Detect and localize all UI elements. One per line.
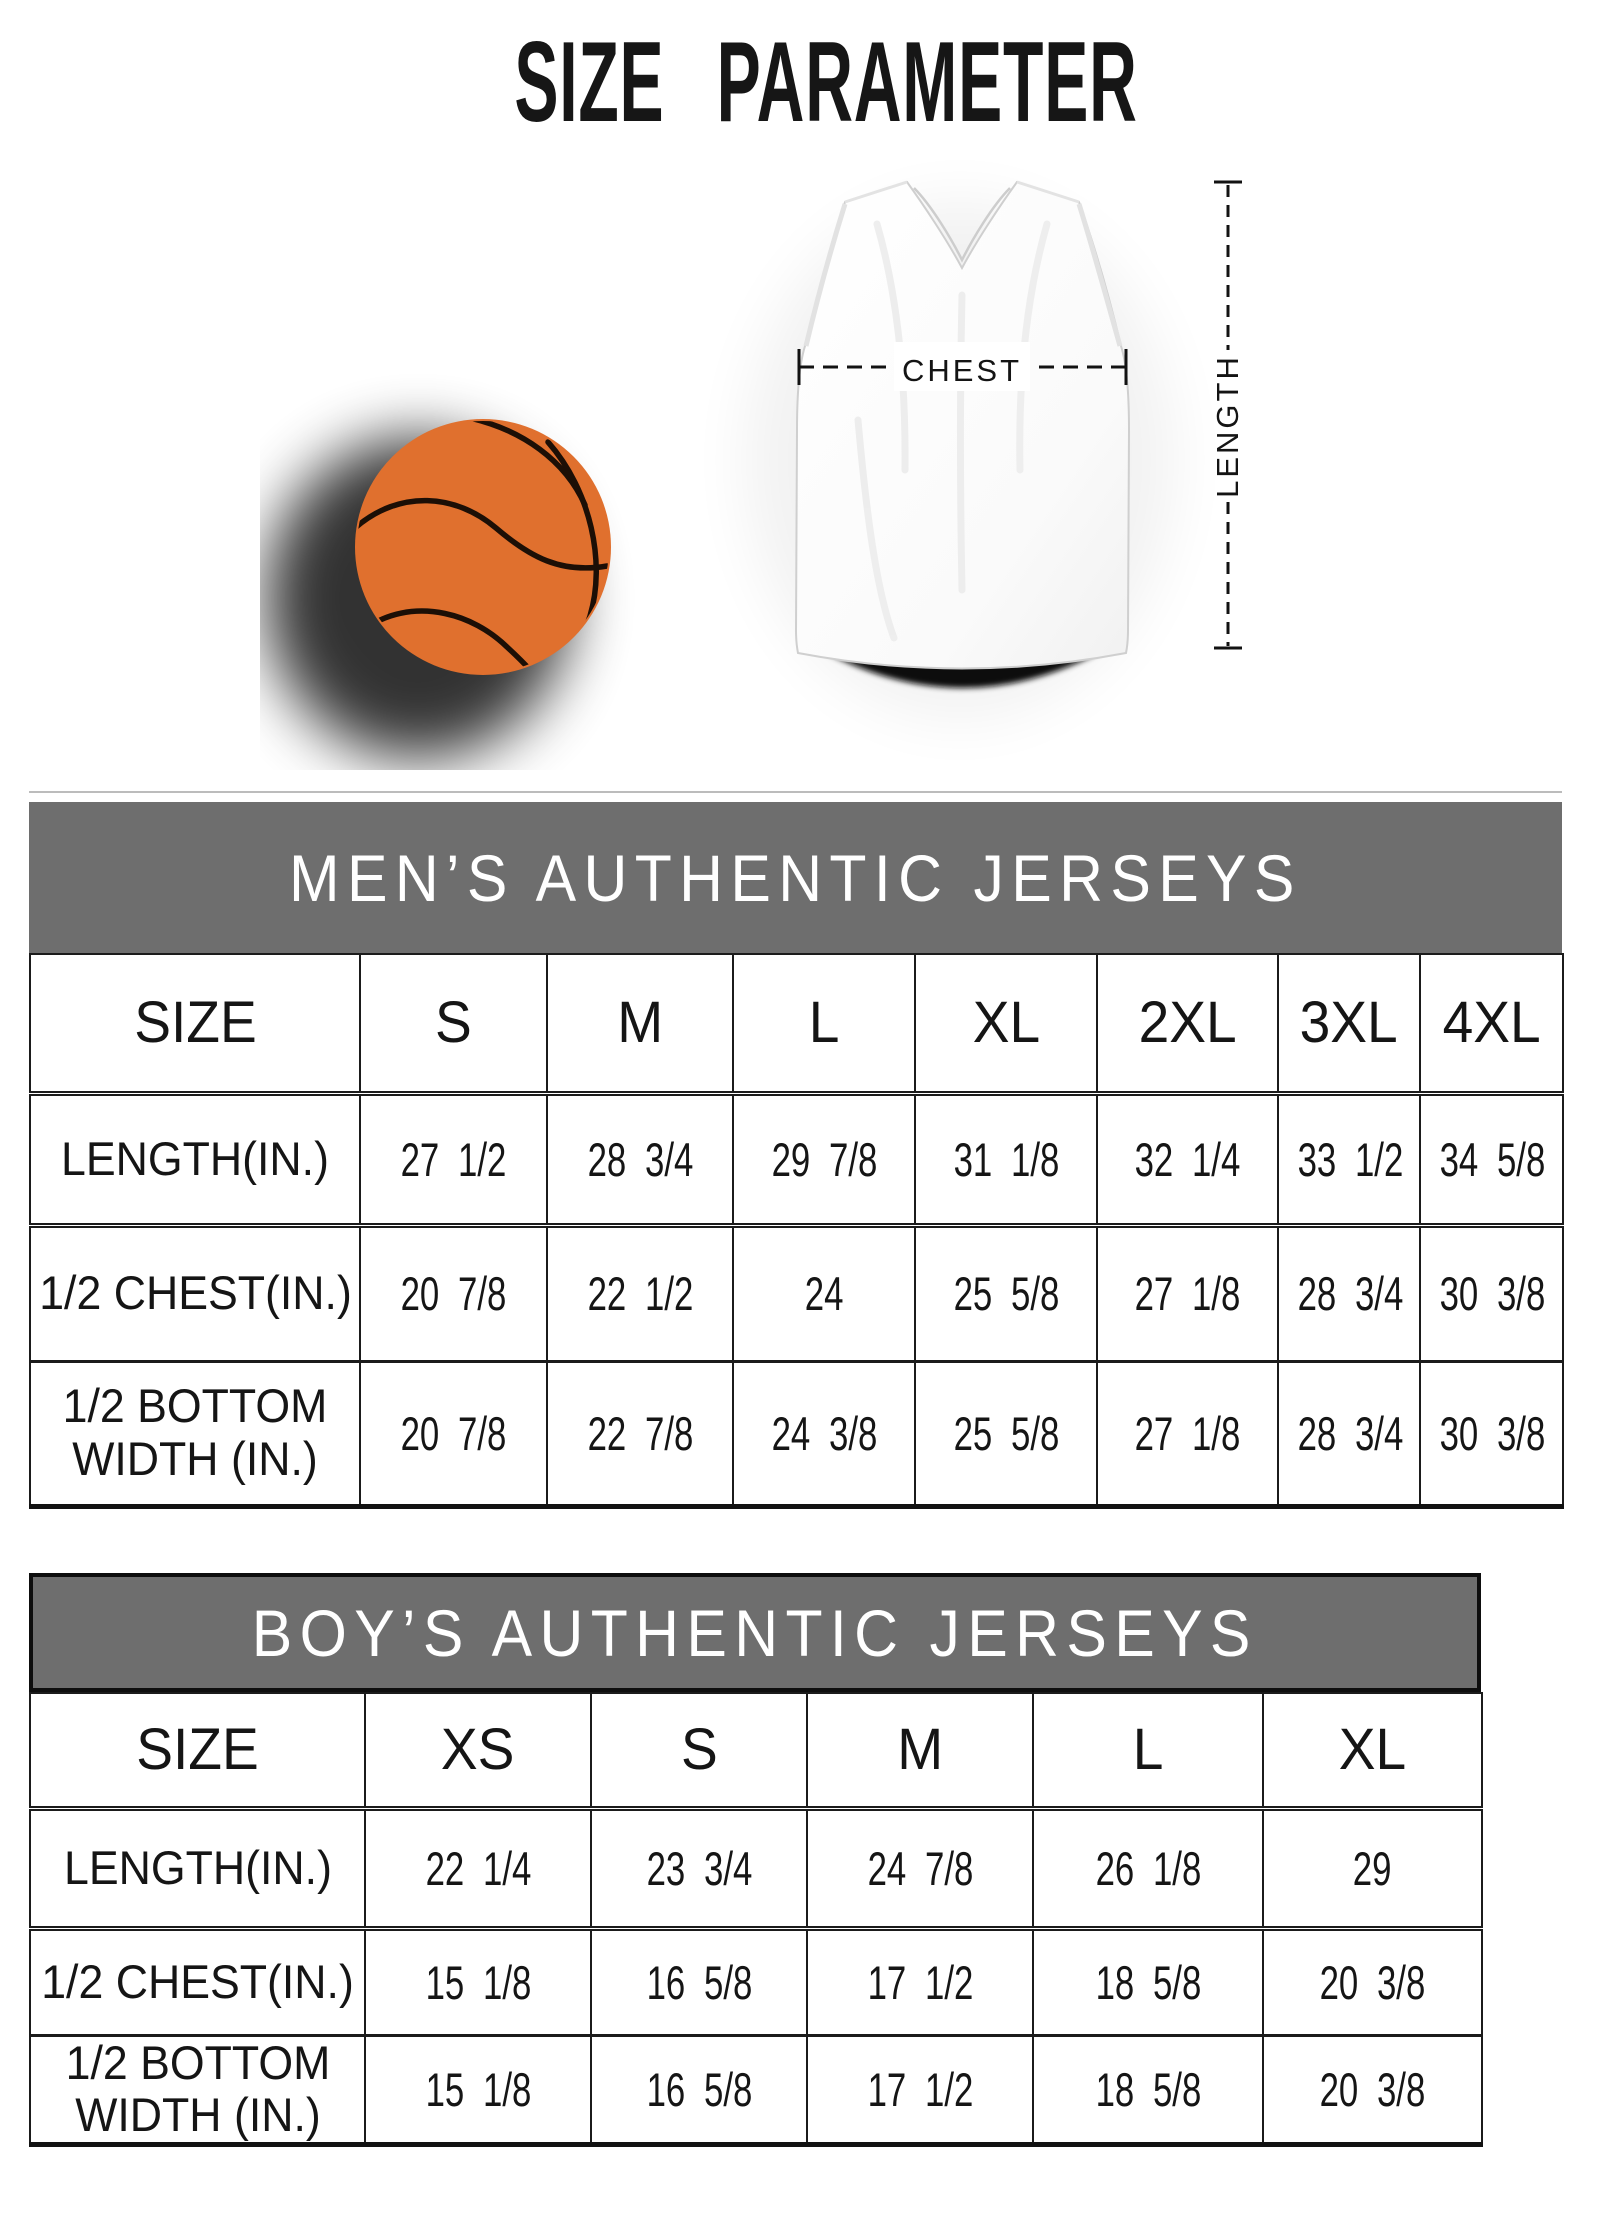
value-cell [365, 2035, 591, 2144]
cell-text: M [617, 990, 663, 1056]
value-cell [547, 1225, 733, 1361]
value-cell [1278, 1225, 1420, 1361]
value-cell [1420, 1093, 1563, 1225]
table-row-half-bottom-width [30, 2035, 1482, 2144]
cell-text: 20 3/8 [1319, 1955, 1426, 2009]
cell-text: 26 1/8 [1095, 1841, 1201, 1895]
value-cell [915, 1361, 1097, 1506]
cell-text: 28 3/4 [587, 1132, 693, 1186]
value-cell [733, 1361, 915, 1506]
row-label-cell [30, 1225, 360, 1361]
value-cell [1420, 1225, 1563, 1361]
row-label-cell [30, 1928, 365, 2035]
cell-text: 27 1/8 [1134, 1406, 1241, 1460]
cell-text: 3XL [1299, 990, 1399, 1056]
size-cell [1263, 1693, 1482, 1808]
cell-text: 23 3/4 [646, 1841, 752, 1895]
value-cell [807, 1928, 1033, 2035]
size-cell [1420, 954, 1563, 1093]
size-header-cell [30, 1693, 365, 1808]
value-cell [360, 1225, 547, 1361]
table-row-sizes [30, 954, 1563, 1093]
table-row-length [30, 1808, 1482, 1928]
value-cell [591, 1928, 807, 2035]
row-label-cell [30, 1093, 360, 1225]
value-cell [1033, 1808, 1263, 1928]
size-cell [365, 1693, 591, 1808]
value-cell [1097, 1093, 1278, 1225]
cell-text: 27 1/2 [400, 1132, 507, 1186]
cell-text: 28 3/4 [1297, 1406, 1404, 1460]
cell-text: SIZE [133, 990, 257, 1056]
cell-text: 30 3/8 [1439, 1267, 1546, 1320]
value-cell [1033, 1928, 1263, 2035]
value-cell [1097, 1361, 1278, 1506]
size-cell [1097, 954, 1278, 1093]
cell-text: 24 7/8 [867, 1841, 973, 1895]
size-cell [360, 954, 547, 1093]
cell-text: 2XL [1138, 990, 1237, 1056]
boys-size-table [29, 1573, 1481, 2147]
cell-text: SIZE [136, 1717, 259, 1783]
size-cell [591, 1693, 807, 1808]
value-cell [360, 1093, 547, 1225]
cell-text: XS [441, 1717, 515, 1783]
cell-text: 24 3/8 [771, 1406, 877, 1460]
value-cell [1278, 1093, 1420, 1225]
cell-text: 25 5/8 [953, 1267, 1059, 1320]
table-row-length [30, 1093, 1563, 1225]
value-cell [1420, 1361, 1563, 1506]
table-row-half-chest [30, 1225, 1563, 1361]
size-cell [915, 954, 1097, 1093]
size-cell [807, 1693, 1033, 1808]
boys-table-title-band [29, 1573, 1481, 1692]
cell-text: 15 1/8 [425, 1955, 531, 2009]
cell-text: M [897, 1717, 943, 1783]
page-title: SIZE PARAMETER [514, 19, 1138, 146]
cell-text: 29 7/8 [771, 1132, 877, 1186]
cell-text: XL [972, 990, 1040, 1056]
cell-text: 24 [804, 1267, 844, 1320]
cell-text: 22 7/8 [587, 1406, 693, 1460]
divider-line [29, 791, 1562, 793]
cell-text: 20 7/8 [400, 1267, 507, 1320]
cell-text: L [1132, 1717, 1164, 1783]
cell-text: 4XL [1442, 990, 1541, 1056]
value-cell [807, 2035, 1033, 2144]
value-cell [1033, 2035, 1263, 2144]
value-cell [1263, 1808, 1482, 1928]
mens-table-title: MEN’S AUTHENTIC JERSEYS [289, 840, 1302, 915]
value-cell [1263, 2035, 1482, 2144]
cell-text: 1/2 CHEST(IN.) [41, 1954, 354, 2008]
cell-text: 1/2 BOTTOM WIDTH (IN.) [65, 2035, 330, 2142]
value-cell [547, 1093, 733, 1225]
row-label-cell [30, 1361, 360, 1506]
boys-size-grid [29, 1692, 1483, 2147]
value-cell [733, 1093, 915, 1225]
cell-text: XL [1338, 1717, 1407, 1783]
mens-size-table [29, 802, 1562, 1509]
cell-text: 20 3/8 [1319, 2062, 1426, 2116]
cell-text: 22 1/4 [425, 1841, 531, 1895]
cell-text: 15 1/8 [425, 2062, 531, 2116]
size-cell [1033, 1693, 1263, 1808]
value-cell [591, 2035, 807, 2144]
size-cell [547, 954, 733, 1093]
value-cell [915, 1225, 1097, 1361]
cell-text: 17 1/2 [867, 2062, 973, 2116]
value-cell [547, 1361, 733, 1506]
boys-table-title: BOY’S AUTHENTIC JERSEYS [251, 1595, 1259, 1670]
value-cell [360, 1361, 547, 1506]
size-cell [733, 954, 915, 1093]
cell-text: 30 3/8 [1439, 1406, 1546, 1460]
mens-table-title-band [29, 802, 1562, 953]
cell-text: 32 1/4 [1134, 1132, 1241, 1186]
value-cell [1263, 1928, 1482, 2035]
row-label-cell [30, 1808, 365, 1928]
cell-text: LENGTH(IN.) [61, 1131, 329, 1185]
length-label: LENGTH [1210, 354, 1245, 498]
table-row-sizes [30, 1693, 1482, 1808]
cell-text: 16 5/8 [646, 1955, 752, 2009]
cell-text: S [435, 990, 472, 1056]
chest-label: CHEST [901, 353, 1023, 388]
cell-text: 1/2 CHEST(IN.) [39, 1266, 352, 1320]
cell-text: 28 3/4 [1297, 1267, 1404, 1320]
table-row-half-bottom-width [30, 1361, 1563, 1506]
cell-text: 27 1/8 [1134, 1267, 1241, 1320]
cell-text: L [808, 990, 840, 1056]
cell-text: 25 5/8 [953, 1406, 1059, 1460]
cell-text: 33 1/2 [1297, 1132, 1404, 1186]
value-cell [1278, 1361, 1420, 1506]
cell-text: 16 5/8 [646, 2062, 752, 2116]
size-cell [1278, 954, 1420, 1093]
value-cell [1097, 1225, 1278, 1361]
cell-text: 22 1/2 [587, 1267, 693, 1320]
value-cell [591, 1808, 807, 1928]
value-cell [365, 1808, 591, 1928]
cell-text: LENGTH(IN.) [63, 1840, 332, 1894]
cell-text: 18 5/8 [1095, 2062, 1201, 2116]
cell-text: 18 5/8 [1095, 1955, 1201, 2009]
mens-size-grid [29, 953, 1564, 1509]
size-diagram-graphic [260, 160, 1290, 770]
cell-text: 20 7/8 [400, 1406, 507, 1460]
cell-text: 29 [1353, 1841, 1392, 1895]
value-cell [807, 1808, 1033, 1928]
cell-text: 34 5/8 [1439, 1132, 1546, 1186]
jersey-diagram [796, 182, 1129, 688]
value-cell [365, 1928, 591, 2035]
cell-text: 31 1/8 [953, 1132, 1059, 1186]
value-cell [915, 1093, 1097, 1225]
size-header-cell [30, 954, 360, 1093]
row-label-cell [30, 2035, 365, 2144]
value-cell [733, 1225, 915, 1361]
table-row-half-chest [30, 1928, 1482, 2035]
cell-text: 17 1/2 [867, 1955, 973, 2009]
cell-text: S [680, 1717, 718, 1783]
cell-text: 1/2 BOTTOM WIDTH (IN.) [62, 1379, 328, 1485]
